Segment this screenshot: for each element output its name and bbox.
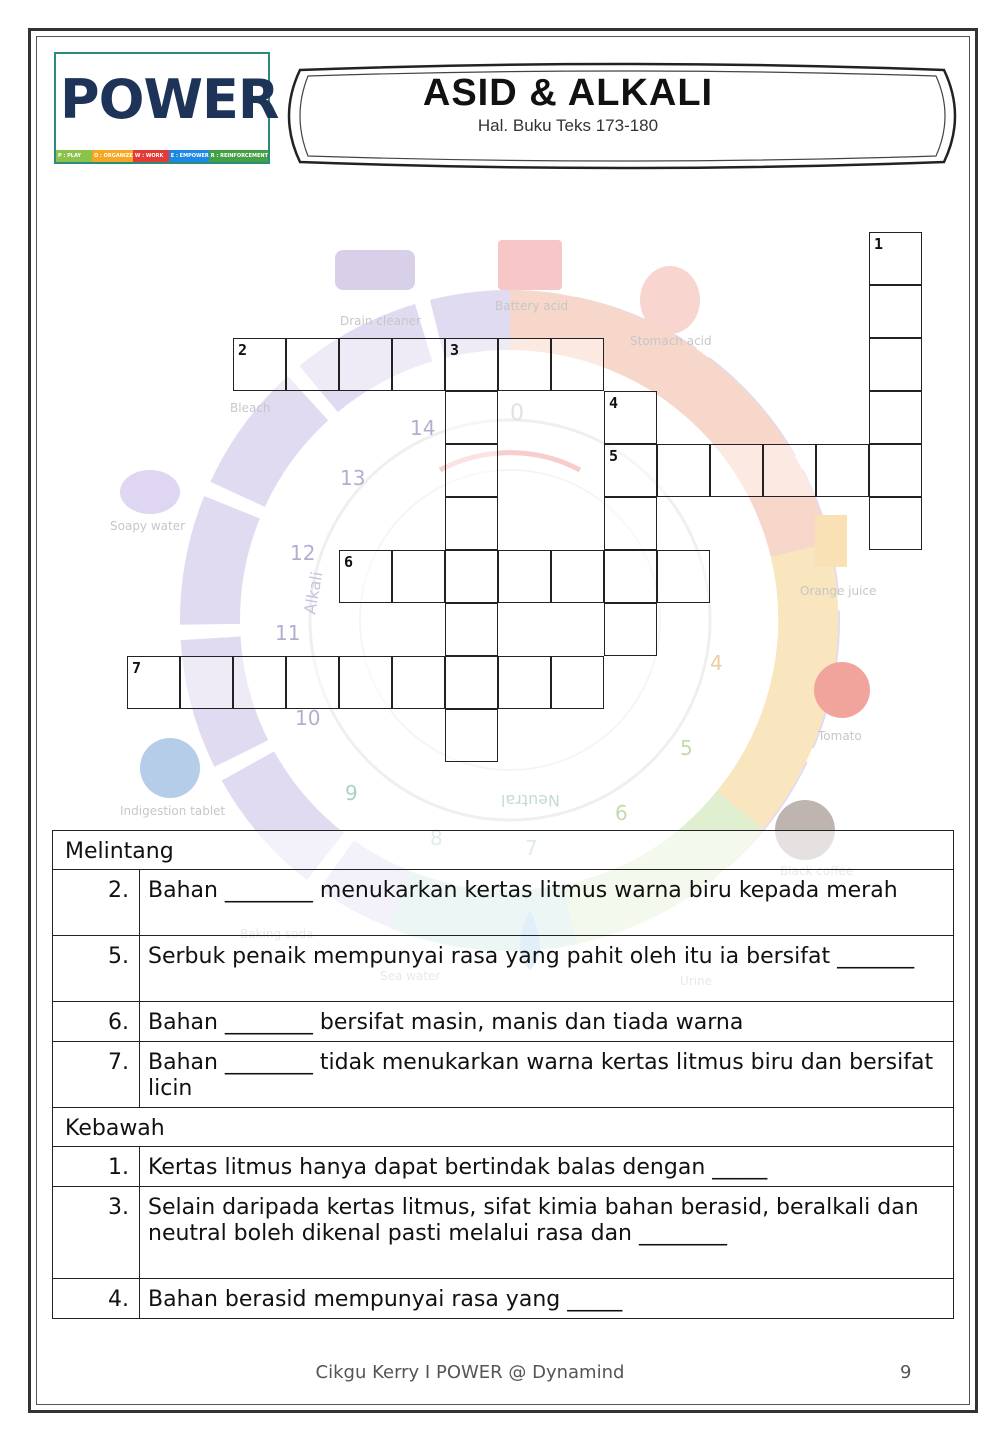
logo-strip-item: R : REINFORCEMENT — [209, 150, 268, 162]
indigestion-tablet-icon — [140, 738, 200, 798]
logo-strip-item: E : EMPOWER — [169, 150, 209, 162]
ph-neutral-label: Neutral — [500, 791, 560, 810]
crossword-clue-number: 2 — [238, 341, 248, 359]
clue-number: 5. — [53, 936, 140, 1002]
logo-strip-item: W : WORK — [133, 150, 169, 162]
clues-table — [52, 830, 954, 1319]
across-heading: Melintang — [53, 831, 954, 870]
clue-text: Selain daripada kertas litmus, sifat kimia bahan berasid, beralkali dan neutral boleh dikenal pasti melalui rasa dan ________ — [140, 1187, 954, 1279]
clue-text: Bahan ________ menukarkan kertas litmus warna biru kepada merah — [140, 870, 954, 936]
clue-text: Bahan ________ tidak menukarkan warna kertas litmus biru dan bersifat licin — [140, 1042, 954, 1108]
clue-row — [53, 1279, 954, 1319]
battery-acid-icon — [498, 240, 562, 290]
crossword-cell[interactable] — [763, 444, 816, 497]
crossword-cell[interactable] — [498, 550, 551, 603]
clue-number: 4. — [53, 1279, 140, 1319]
crossword-cell[interactable] — [869, 285, 922, 338]
drain-cleaner-icon — [335, 250, 415, 290]
clue-text: Serbuk penaik mempunyai rasa yang pahit oleh itu ia bersifat _______ — [140, 936, 954, 1002]
crossword-clue-number: 6 — [344, 553, 354, 571]
clue-number: 6. — [53, 1002, 140, 1042]
crossword-cell[interactable] — [445, 550, 498, 603]
crossword-cell[interactable] — [551, 338, 604, 391]
logo-strip-item: P : PLAY — [56, 150, 92, 162]
crossword-cell[interactable] — [445, 338, 498, 391]
crossword-clue-number: 3 — [450, 341, 460, 359]
crossword-cell[interactable] — [286, 338, 339, 391]
crossword-cell[interactable] — [339, 550, 392, 603]
crossword-clue-number: 1 — [874, 235, 884, 253]
crossword-cell[interactable] — [339, 338, 392, 391]
crossword-cell[interactable] — [551, 656, 604, 709]
crossword-clue-number: 4 — [609, 394, 619, 412]
bg-item-label: Tomato — [818, 729, 862, 743]
clue-row — [53, 870, 954, 936]
bg-item-label: Orange juice — [800, 584, 877, 598]
crossword-cell[interactable] — [392, 338, 445, 391]
crossword-cell[interactable] — [657, 444, 710, 497]
crossword-cell[interactable] — [233, 656, 286, 709]
ph-number: 14 — [410, 416, 436, 440]
crossword-cell[interactable] — [604, 391, 657, 444]
ph-number: 11 — [275, 621, 301, 645]
down-heading: Kebawah — [53, 1108, 954, 1147]
crossword-cell[interactable] — [445, 444, 498, 497]
stomach-acid-icon — [640, 266, 700, 334]
crossword-cell[interactable] — [445, 391, 498, 444]
crossword-cell[interactable] — [445, 497, 498, 550]
page-title: ASID & ALKALI — [422, 72, 714, 114]
clue-row — [53, 1147, 954, 1187]
crossword-cell[interactable] — [604, 497, 657, 550]
clue-row — [53, 1187, 954, 1279]
clue-row — [53, 936, 954, 1002]
ph-number: 5 — [680, 736, 693, 760]
across-heading-row — [53, 831, 954, 870]
footer-credit: Cikgu Kerry I POWER @ Dynamind — [315, 1362, 625, 1383]
crossword-cell[interactable] — [869, 497, 922, 550]
bg-item-label: Soapy water — [110, 519, 186, 533]
bg-item-label: Drain cleaner — [340, 314, 421, 328]
clue-number: 1. — [53, 1147, 140, 1187]
crossword-cell[interactable] — [869, 444, 922, 497]
clue-text: Bahan ________ bersifat masin, manis dan tiada warna — [140, 1002, 954, 1042]
ph-number: 4 — [710, 651, 723, 675]
ph-number: 0 — [510, 401, 524, 426]
crossword-cell[interactable] — [816, 444, 869, 497]
clue-number: 7. — [53, 1042, 140, 1108]
logo-strip-item: O : ORGANIZE — [92, 150, 133, 162]
crossword-clue-number: 7 — [132, 659, 142, 677]
crossword-cell[interactable] — [551, 550, 604, 603]
crossword-cell[interactable] — [869, 338, 922, 391]
ph-number: 6 — [615, 801, 628, 825]
bg-item-label: Stomach acid — [630, 334, 712, 348]
logo-strip — [56, 150, 268, 162]
crossword-cell[interactable] — [604, 603, 657, 656]
crossword-cell[interactable] — [339, 656, 392, 709]
bg-item-label: Battery acid — [495, 299, 569, 313]
crossword-cell[interactable] — [498, 338, 551, 391]
page-number: 9 — [900, 1362, 912, 1383]
crossword-cell[interactable] — [604, 550, 657, 603]
clue-number: 2. — [53, 870, 140, 936]
clue-text: Bahan berasid mempunyai rasa yang _____ — [140, 1279, 954, 1319]
ph-number: 13 — [340, 466, 366, 490]
bg-item-label: Bleach — [230, 401, 271, 415]
crossword-cell[interactable] — [127, 656, 180, 709]
crossword-cell[interactable] — [445, 603, 498, 656]
logo-wordmark: POWER — [60, 68, 279, 131]
crossword-cell[interactable] — [710, 444, 763, 497]
clue-row — [53, 1042, 954, 1108]
clue-text: Kertas litmus hanya dapat bertindak balas dengan _____ — [140, 1147, 954, 1187]
crossword-cell[interactable] — [445, 709, 498, 762]
clue-number: 3. — [53, 1187, 140, 1279]
crossword-cell[interactable] — [604, 444, 657, 497]
down-heading-row — [53, 1108, 954, 1147]
crossword-cell[interactable] — [392, 550, 445, 603]
crossword-cell[interactable] — [180, 656, 233, 709]
crossword-cell[interactable] — [233, 338, 286, 391]
crossword-cell[interactable] — [286, 656, 339, 709]
power-logo — [54, 52, 279, 164]
tomato-icon — [814, 662, 870, 718]
crossword-clue-number: 5 — [609, 447, 619, 465]
crossword-cell[interactable] — [657, 550, 710, 603]
clue-row — [53, 1002, 954, 1042]
orange-juice-icon — [815, 515, 847, 567]
ph-number: 10 — [295, 706, 321, 730]
crossword-cell[interactable] — [445, 656, 498, 709]
ph-number: 12 — [290, 541, 316, 565]
crossword-cell[interactable] — [869, 232, 922, 285]
crossword-cell[interactable] — [392, 656, 445, 709]
crossword-cell[interactable] — [869, 391, 922, 444]
crossword-cell[interactable] — [498, 656, 551, 709]
page-subtitle: Hal. Buku Teks 173-180 — [477, 116, 659, 135]
bg-item-label: Indigestion tablet — [120, 804, 226, 818]
soapy-water-icon — [120, 470, 180, 514]
ph-number: 9 — [345, 781, 358, 805]
ph-alkali-label: Alkali — [300, 569, 327, 616]
